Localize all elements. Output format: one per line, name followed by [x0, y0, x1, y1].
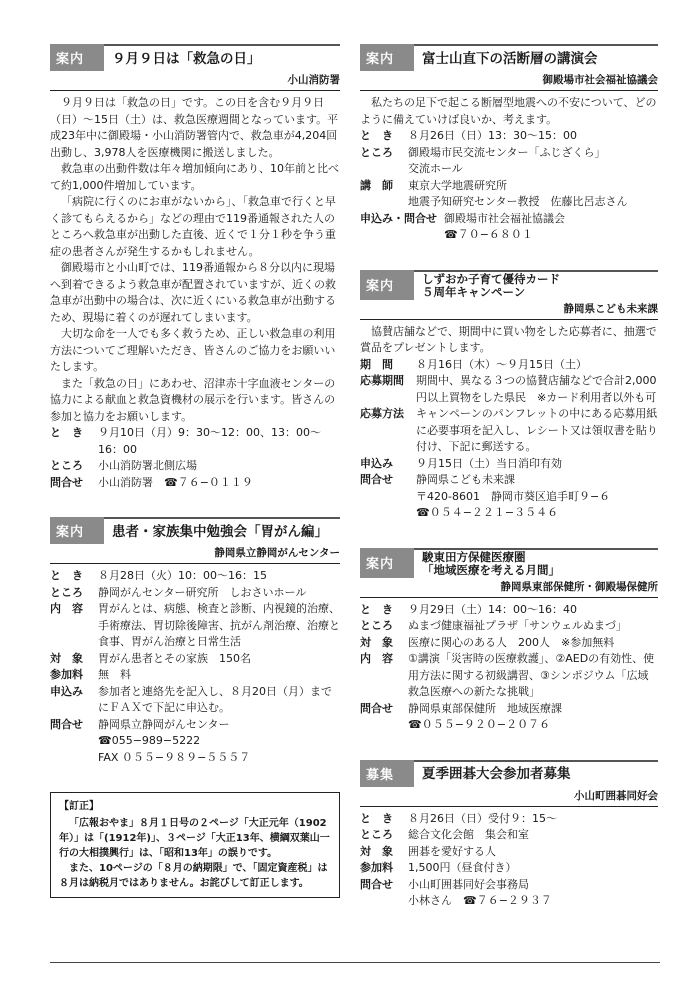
info-rows	[50, 568, 340, 766]
info-row-content	[360, 651, 658, 701]
info-line: 交流ホール	[408, 162, 463, 175]
info-label: と き	[360, 129, 393, 142]
info-line: ８月26日（日）受付９：15〜	[408, 811, 557, 825]
info-row-period	[360, 357, 658, 374]
info-row-target	[50, 651, 340, 668]
info-line: ８月26日（日）13：30〜15：00	[408, 129, 577, 142]
info-line: ☎０５５−９２０−２０７６	[408, 718, 551, 731]
correction-notice	[50, 792, 340, 898]
info-rows	[360, 602, 658, 734]
info-line: 御殿場市社会福祉協議会	[444, 211, 565, 225]
info-label: と き	[50, 426, 83, 439]
info-rows	[360, 811, 658, 910]
article-header	[360, 548, 658, 578]
paragraph: 協賛店舗などで、期間中に買い物をした応募者に、抽選で賞品をプレゼントします。	[360, 324, 657, 354]
info-row-contact	[360, 877, 658, 910]
info-row-target	[360, 635, 658, 652]
article-organization: 小山消防署	[50, 71, 340, 91]
info-label: 問合せ	[360, 701, 393, 715]
info-row-apply-period	[360, 373, 658, 406]
info-value	[416, 456, 658, 473]
article-organization: 御殿場市社会福祉協議会	[360, 71, 658, 91]
info-row-date	[50, 425, 340, 458]
paragraph: 私たちの足下で起こる断層型地震への不安について、どのように備えていけば良いか、考えます。	[360, 96, 657, 126]
info-label: 問合せ	[360, 473, 393, 486]
info-value	[98, 717, 340, 767]
paragraph: 救急車の出動件数は年々増加傾向にあり、10年前と比べて約1,000件増加しています。	[50, 162, 339, 192]
info-value	[416, 357, 658, 374]
info-row-target	[360, 844, 658, 861]
info-line: ８月28日（火）10：00〜16：15	[98, 569, 267, 582]
info-row-contact	[360, 472, 658, 522]
info-line: 東京大学地震研究所	[408, 178, 507, 192]
info-line: ①講演「災害時の医療救護」、②AEDの有効性、使用方法に関する初級講習、③シンポジウム「広域救急医療への新たな挑戦」	[408, 652, 655, 698]
article-title-text: 夏季囲碁大会参加者募集	[422, 766, 571, 782]
info-line: 御殿場市民交流センター「ふじざくら」	[408, 145, 606, 159]
info-value	[408, 860, 658, 877]
article-go-tournament	[360, 760, 658, 910]
info-row-place	[360, 618, 658, 635]
info-line: FAX ０５５−９８９−５５５７	[98, 750, 251, 764]
info-row-date	[360, 602, 658, 619]
article-title-text: ５周年キャンペーン	[422, 284, 526, 299]
article-title	[414, 760, 658, 787]
info-label: 参加料	[360, 861, 393, 874]
info-row-contact	[50, 717, 340, 767]
info-row-apply	[360, 456, 658, 473]
info-value	[408, 145, 658, 178]
info-line: ９月29日（土）14：00〜16：40	[408, 602, 577, 616]
info-row-date	[360, 128, 658, 145]
info-value	[408, 618, 658, 635]
category-tag: 案内	[50, 44, 104, 71]
info-line: 〒420-8601 静岡市葵区追手町９−６	[416, 489, 611, 503]
paragraph: ９月９日は「救急の日」です。この日を含む９月９日（日）〜15日（土）は、救急医療週間となっています。平成23年中に御殿場・小山消防署管内で、救急車が4,204回出動し、3,978人を医療機関に搬送しました。	[50, 96, 339, 159]
info-row-content	[50, 601, 340, 651]
right-column	[360, 44, 658, 936]
info-label: 申込み・問合せ	[360, 211, 437, 225]
info-value	[98, 568, 340, 585]
info-line: 静岡県こども未来課	[416, 473, 515, 486]
info-value	[98, 601, 340, 651]
info-line: 静岡がんセンター研究所 しおさいホール	[98, 585, 307, 599]
paragraph: また「救急の日」にあわせ、沼津赤十字血液センターの協力による献血と救急資機材の展示を行います。皆さんの参加と協力をお願いします。	[50, 376, 336, 423]
category-tag: 案内	[360, 270, 414, 300]
article-header	[360, 760, 658, 787]
article-header	[360, 44, 658, 71]
info-label: 内 容	[360, 652, 393, 665]
info-value	[408, 827, 658, 844]
info-line: 胃がん患者とその家族 150名	[98, 651, 251, 665]
category-tag: 案内	[360, 44, 414, 71]
article-fault-lecture	[360, 44, 658, 244]
article-title-text: 富士山直下の活断層の講演会	[422, 50, 598, 67]
info-line: ☎０５４−２２１−３５４６	[416, 506, 559, 519]
info-row-date	[50, 568, 340, 585]
info-line: 医療に関心のある人 200人 ※参加無料	[408, 635, 615, 649]
left-column	[50, 44, 340, 898]
info-label: 問合せ	[360, 877, 393, 891]
info-line: 無 料	[98, 668, 131, 681]
info-label: 参加料	[50, 668, 83, 681]
article-organization: 静岡県こども未来課	[360, 300, 658, 320]
info-value	[408, 877, 658, 910]
info-line: 期間中、異なる３つの協賛店舗などで合計2,000円以上買物をした県民 ※カード利用者以外も可	[416, 374, 657, 404]
info-value	[408, 178, 658, 211]
info-value	[416, 373, 658, 406]
info-line: 小林さん ☎７６−２９３７	[408, 894, 552, 907]
info-value	[98, 585, 340, 602]
info-value	[416, 472, 658, 522]
info-value: 小山消防署 ☎７６−０１１９	[98, 475, 253, 489]
info-label: 申込み	[50, 684, 83, 698]
info-line: 囲碁を愛好する人	[408, 844, 496, 858]
article-title-text: 駿東田方保健医療圏	[422, 549, 526, 564]
article-organization: 静岡県立静岡がんセンター	[50, 544, 340, 564]
info-line: 静岡県東部保健所 地域医療課	[408, 701, 562, 715]
info-label: ところ	[360, 145, 393, 159]
article-title	[414, 270, 658, 300]
info-label: 対 象	[360, 844, 393, 858]
info-value	[408, 635, 658, 652]
article-title	[104, 517, 340, 544]
paragraph: 大切な命を一人でも多く救うため、正しい救急車の利用方法についてご理解いただき、皆さんのご協力をお願いいたします。	[50, 327, 336, 373]
info-value	[408, 811, 658, 828]
category-tag: 案内	[50, 517, 104, 544]
category-tag: 案内	[360, 548, 414, 578]
paragraph: 御殿場市と小山町では、119番通報から８分以内に現場へ到着できるよう救急車が配置されていますが、近くの救急車が出動中の場合は、次に近くにいる救急車が出動するため、現場に着くのが遅れてしまいます。	[50, 261, 336, 324]
info-row-place	[360, 827, 658, 844]
category-tag: 募集	[360, 760, 414, 787]
info-line: 静岡県立静岡がんセンター ☎055−989−5222	[98, 717, 241, 747]
article-stomach-cancer-seminar	[50, 517, 340, 766]
info-line: ８月16日（木）〜９月15日（土）	[416, 357, 587, 371]
info-value	[408, 651, 658, 701]
article-header	[360, 270, 658, 300]
info-label: ところ	[360, 828, 393, 841]
info-value	[408, 128, 658, 145]
article-organization: 静岡県東部保健所・御殿場保健所	[360, 578, 658, 598]
info-row-place	[360, 145, 658, 178]
info-row-place	[50, 585, 340, 602]
info-row-contact	[360, 211, 658, 244]
info-label: と き	[360, 602, 393, 616]
info-line: 胃がんとは、病態、検査と診断、内視鏡的治療、手術療法、胃切除後障害、抗がん剤治療、治療と食事、胃がん治療と日常生活	[98, 602, 340, 648]
article-childcare-campaign	[360, 270, 658, 522]
article-organization: 小山町囲碁同好会	[360, 787, 658, 807]
info-value	[444, 211, 658, 244]
info-line: 地震予知研究センター教授 佐藤比呂志さん	[408, 195, 628, 208]
info-value	[408, 844, 658, 861]
article-body	[360, 324, 658, 357]
info-label: 講 師	[360, 178, 393, 192]
paragraph: 「病院に行くのにお車がないから」、「救急車で行くと早く診てもらえるから」などの理由で119番通報された人のところへ救急車が出動した直後、近くで１分１秒を争う重症の患者さんが発生するかもしれません。	[50, 195, 336, 258]
info-row-fee	[50, 667, 340, 684]
notice-title: 【訂正】	[59, 801, 99, 812]
article-header	[50, 44, 340, 71]
paragraph: 「広報おやま」８月１日号の２ページ「大正元年（1902年）」は「(1912年)」、３ページ「大正13年、横綱双葉山一行の大相撲興行」は、「昭和13年」の誤りです。	[59, 818, 330, 859]
info-line: ☎７０−６８０１	[444, 228, 533, 241]
info-row-contact	[360, 701, 658, 734]
info-label: 問合せ	[50, 717, 83, 731]
info-line: キャンペーンのパンフレットの中にある応募用紙に必要事項を記入し、レシート又は領収書を貼り付け、下記に郵送する。	[416, 407, 658, 453]
info-label: 申込み	[360, 456, 393, 470]
info-row-apply	[50, 684, 340, 717]
info-label: 対 象	[50, 651, 83, 665]
info-label: 応募方法	[360, 407, 404, 420]
info-line: 総合文化会館 集会和室	[408, 828, 529, 841]
info-label: ところ	[50, 459, 83, 472]
info-value: 小山消防署北側広場	[98, 459, 197, 472]
article-title	[414, 548, 658, 578]
page-bottom-rule	[50, 962, 660, 963]
article-title	[104, 44, 340, 71]
info-line: 参加者と連絡先を記入し、８月20日（月）までにＦＡＸで下記に申込む。	[98, 684, 332, 714]
article-title-text: しずおか子育て優待カード	[422, 271, 560, 286]
info-line: ９月15日（土）当日消印有効	[416, 456, 562, 470]
info-value	[408, 602, 658, 619]
info-value	[408, 701, 658, 734]
info-row-apply-method	[360, 406, 658, 456]
info-label: 問合せ	[50, 475, 83, 489]
info-label: 内 容	[50, 602, 83, 615]
article-title	[414, 44, 658, 71]
info-label: 対 象	[360, 635, 393, 649]
article-header	[50, 517, 340, 544]
info-value	[416, 406, 658, 456]
article-emergency-day	[50, 44, 340, 491]
article-title-text: 患者・家族集中勉強会「胃がん編」	[112, 523, 328, 540]
info-line: ぬまづ健康福祉プラザ「サンウェルぬまづ」	[408, 619, 628, 632]
info-label: ところ	[360, 619, 393, 632]
info-label: と き	[50, 569, 83, 582]
article-title-text: 「地域医療を考える月間」	[422, 562, 560, 577]
info-label: 応募期間	[360, 374, 404, 387]
info-value	[98, 684, 340, 717]
article-title-text: ９月９日は「救急の日」	[112, 50, 261, 67]
info-row-fee	[360, 860, 658, 877]
article-body	[360, 95, 658, 128]
info-line: 小山町囲碁同好会事務局	[408, 877, 529, 891]
info-row-lecturer	[360, 178, 658, 211]
info-value	[98, 667, 340, 684]
info-value	[98, 651, 340, 668]
info-row-place	[50, 458, 340, 475]
paragraph: また、10ページの「８月の納期限」で、「固定資産税」は８月は納税月ではありません。お詫びして訂正します。	[59, 863, 328, 889]
info-row-date	[360, 811, 658, 828]
info-label: 期 間	[360, 357, 393, 371]
article-regional-medicine-month	[360, 548, 658, 734]
info-label: と き	[360, 811, 393, 825]
info-label: ところ	[50, 585, 83, 599]
article-body	[50, 95, 340, 425]
info-value: ９月10日（月）9：30〜12：00、13：00〜16：00	[98, 426, 321, 456]
info-row-contact	[50, 475, 340, 492]
info-line: 1,500円（昼食付き）	[408, 861, 517, 874]
